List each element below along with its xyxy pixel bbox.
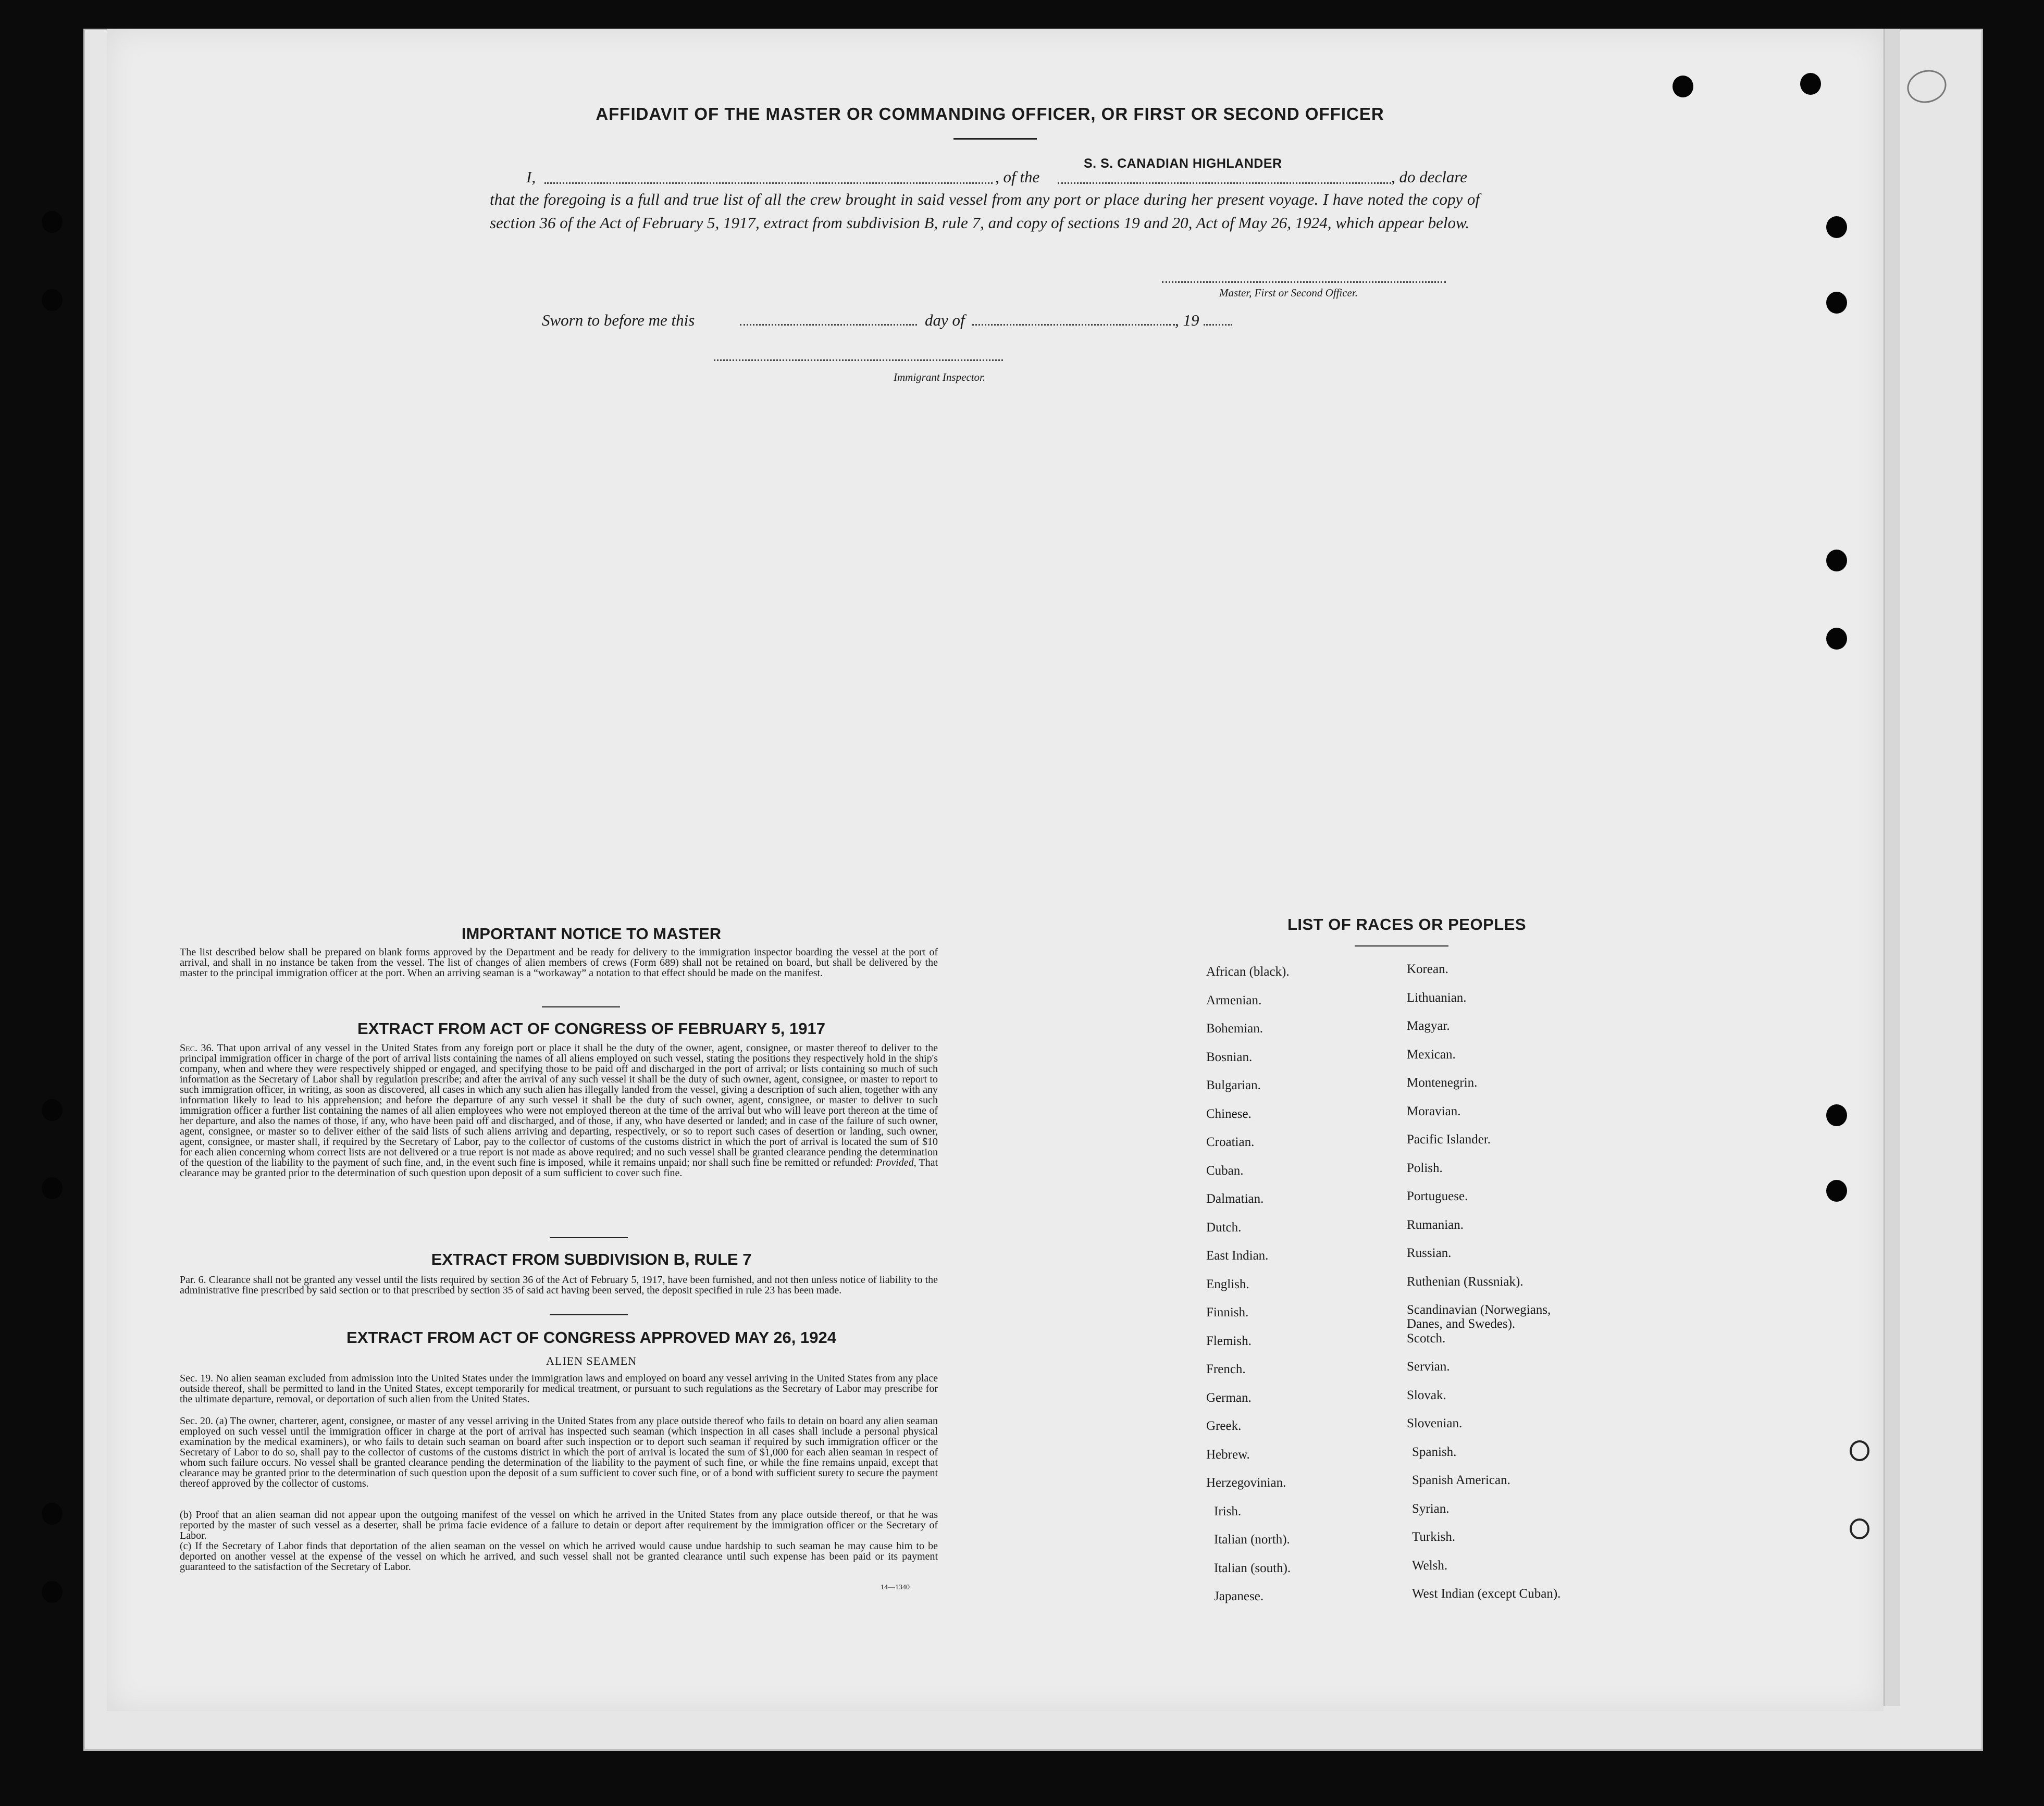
divider xyxy=(542,1006,620,1007)
race-item: Bosnian. xyxy=(1206,1050,1253,1064)
signature-line[interactable] xyxy=(1162,281,1446,283)
extract-1924-title: EXTRACT FROM ACT OF CONGRESS APPROVED MAY 26, 1924 xyxy=(346,1328,836,1347)
race-item: Cuban. xyxy=(1206,1163,1244,1178)
race-item: Finnish. xyxy=(1206,1305,1249,1319)
binder-hole-open xyxy=(1850,1440,1869,1461)
race-item: Spanish American. xyxy=(1412,1473,1510,1487)
divider xyxy=(550,1237,628,1238)
alien-seamen-subtitle: ALIEN SEAMEN xyxy=(546,1354,637,1367)
affidavit-title: AFFIDAVIT OF THE MASTER OR COMMANDING OFFICER, OR FIRST OR SECOND OFFICER xyxy=(596,104,1384,123)
race-item: Rumanian. xyxy=(1407,1217,1464,1232)
day-of-label: day of xyxy=(925,311,965,329)
race-item: Hebrew. xyxy=(1206,1447,1250,1462)
form-number: 14—1340 xyxy=(881,1584,910,1591)
race-item: Scotch. xyxy=(1407,1331,1446,1346)
year-label: , 19 xyxy=(1175,311,1199,329)
race-item: Montenegrin. xyxy=(1407,1076,1478,1090)
subdivision-body: Par. 6. Clearance shall not be granted any vessel until the lists required by section 36 of the Act of February 5, 1917, have been furnished, and not then unless notice of liability to the administrative fine prescribed by said section or to that prescribed by section 35 of said act having been served, the deposit specified in rule 23 has been made. xyxy=(180,1274,938,1296)
race-item: East Indian. xyxy=(1206,1249,1269,1263)
subdivision-title: EXTRACT FROM SUBDIVISION B, RULE 7 xyxy=(431,1250,752,1268)
race-item: Magyar. xyxy=(1407,1019,1450,1033)
race-item: Russian. xyxy=(1407,1246,1452,1260)
page-edge xyxy=(1884,29,1900,1706)
race-item: Pacific Islander. xyxy=(1407,1132,1491,1147)
sec20b-text: (b) Proof that an alien seaman did not appear upon the outgoing manifest of the vessel on which he arrived in the United States from any place outside thereof, or that he was reported by the master of such vessel as a deserter, shall be prima facie evidence of a failure to detain or deport after requirement by the immigration officer or the Secretary of Labor. xyxy=(180,1509,938,1541)
sec20a-text: Sec. 20. (a) The owner, charterer, agent, consignee, or master of any vessel arriving in the United States from any place outside thereof who fails to detain on board any alien seaman employed on such vessel until the immigration officer in charge at the port of arrival has inspected such seaman (which inspection in all cases shall include a personal physical examination by the medical examiners), or who fails to detain such seaman on board after such inspection or to deport such seaman if required by such immigration officer or the Secretary of Labor to do so, shall pay to the collector of customs of the customs district in which the port of arrival is located the sum of $1,000 for each alien seaman in respect of whom such failure occurs. No vessel shall be granted clearance pending the determination of the liability to the payment of such fine, or while the fine remains unpaid, except that clearance may be granted prior to the determination of such question upon the deposit of a sum sufficient to cover such fine, or of a bond with sufficient surety to secure the payment thereof approved by the collector of customs. xyxy=(180,1415,938,1489)
race-item: Mexican. xyxy=(1407,1047,1456,1062)
race-item: Welsh. xyxy=(1412,1558,1448,1573)
divider xyxy=(550,1314,628,1315)
extract-1917-title: EXTRACT FROM ACT OF CONGRESS OF FEBRUARY 5, 1917 xyxy=(357,1019,825,1038)
binder-hole xyxy=(42,289,63,311)
binder-hole xyxy=(42,1503,63,1525)
binder-hole xyxy=(1673,76,1693,97)
race-item: Spanish. xyxy=(1412,1444,1457,1459)
race-item: Dutch. xyxy=(1206,1220,1242,1235)
race-item: Italian (south). xyxy=(1214,1561,1291,1575)
race-item: Syrian. xyxy=(1412,1501,1450,1516)
binder-hole xyxy=(1826,1104,1847,1126)
ship-name-field[interactable] xyxy=(1058,182,1391,184)
sec36-text: That upon arrival of any vessel in the United States from any foreign port or place it shall be the duty of the owner, agent, consignee, or master thereof to deliver to the principal immigration officer in charge of the port of arrival lists containing the names of all aliens employed on such vessel, stating the positions they respectively hold in the ship's company, when and where they were respectively shipped or engaged, and specifying those to be paid off and discharged in the port of arrival; or lists containing so much of such information as the Secretary of Labor shall by regulation prescribe; and after the arrival of any such vessel it shall be the duty of such owner, agent, consignee, or master to report to such immigration officer, in writing, as soon as discovered, all cases in which any such alien has illegally landed from the vessel, giving a description of such alien, together with any information likely to lead to his apprehension; and before the departure of any such vessel it shall be the duty of such owner, agent, consignee, or master to deliver to such immigration officer a further list containing the names of all alien employees who were not employed thereon at the time of the arrival but who will leave port thereon at the time of her departure, and also the names of those, if any, who have been paid off and discharged, and of those, if any, who have deserted or landed; and in case of the failure of such owner, agent, consignee, or master so to deliver either of the said lists of such aliens arriving and departing, respectively, or so to report such cases of desertion or landing, such owner, agent, consignee, or master shall, if required by the Secretary of Labor, pay to the collector of customs of the customs district in which the port of arrival is located the sum of $10 for each alien concerning whom correct lists are not delivered or a true report is not made as above required; and no such vessel shall be granted clearance pending the determination of the question of the liability to the payment of such fine, and, in the event such fine is imposed, while it remains unpaid; nor shall such fine be remitted or refunded: xyxy=(180,1042,938,1168)
proviso-label: Provided, xyxy=(876,1157,916,1168)
race-item: Armenian. xyxy=(1206,993,1262,1007)
race-item: Italian (north). xyxy=(1214,1533,1290,1547)
race-item: Slovak. xyxy=(1407,1388,1446,1402)
notice-body: The list described below shall be prepared on blank forms approved by the Department and be ready for delivery to the immigration inspector boarding the vessel at the port of arrival, and shall in no instance be taken from the vessel. The list of changes of alien members of crews (Form 689) shall not be retained on board, but shall be delivered by the master to the principal immigration officer at the port. When an arriving seaman is a “workaway” a notation to that effect should be made on the manifest. xyxy=(180,946,938,979)
sec36-label: Sec. 36. xyxy=(180,1042,214,1054)
race-item: Chinese. xyxy=(1206,1106,1252,1121)
race-item: French. xyxy=(1206,1362,1246,1376)
race-item: Croatian. xyxy=(1206,1135,1255,1149)
title-rule xyxy=(953,138,1037,140)
signature-label: Master, First or Second Officer. xyxy=(1219,287,1358,299)
binder-hole xyxy=(1826,1180,1847,1202)
race-item: Japanese. xyxy=(1214,1589,1264,1603)
affidavit-statement: that the foregoing is a full and true list of all the crew brought in said vessel from any port or place during her present voyage. I have noted the copy of section 36 of the Act of February 5, 1917, extract from subdivision B, rule 7, and copy of sections 19 and 20, Act of May 26, 1924, which appear below. xyxy=(490,190,1480,232)
sworn-month-field[interactable] xyxy=(972,324,1175,326)
race-item: Polish. xyxy=(1407,1161,1443,1175)
binder-hole xyxy=(1826,550,1847,571)
binder-hole xyxy=(42,211,63,233)
race-item: German. xyxy=(1206,1390,1252,1405)
race-item: Herzegovinian. xyxy=(1206,1476,1286,1490)
binder-hole xyxy=(1826,216,1847,238)
race-item: English. xyxy=(1206,1277,1249,1291)
binder-hole xyxy=(1826,628,1847,650)
of-the-label: , of the xyxy=(995,168,1040,186)
sworn-day-field[interactable] xyxy=(740,324,917,326)
inspector-label: Immigrant Inspector. xyxy=(894,371,986,383)
race-item: Servian. xyxy=(1407,1360,1450,1374)
extract-1917-body xyxy=(180,1043,938,1178)
sworn-year-field[interactable] xyxy=(1204,324,1232,326)
races-title: LIST OF RACES OR PEOPLES xyxy=(1287,915,1527,933)
races-title-rule xyxy=(1355,945,1448,946)
notice-title: IMPORTANT NOTICE TO MASTER xyxy=(461,925,722,943)
race-item: African (black). xyxy=(1206,965,1290,979)
race-item: Flemish. xyxy=(1206,1334,1252,1348)
binder-hole xyxy=(42,1099,63,1121)
race-item: Ruthenian (Russniak). xyxy=(1407,1274,1523,1289)
race-item: Greek. xyxy=(1206,1419,1242,1433)
master-name-field[interactable] xyxy=(544,182,993,184)
race-item: Slovenian. xyxy=(1407,1416,1463,1430)
binder-hole xyxy=(1800,73,1821,95)
race-item: West Indian (except Cuban). xyxy=(1412,1587,1561,1601)
do-declare-label: , do declare xyxy=(1391,168,1468,186)
affidavit-i-label: I, xyxy=(526,168,536,186)
proviso-text: That clearance may be granted prior to the determination of such question upon deposit of a sum sufficient to cover such fine. xyxy=(180,1157,938,1179)
sec19-text: Sec. 19. No alien seaman excluded from admission into the United States under the immigration laws and employed on board any vessel arriving in the United States from any place outside thereof, shall be permitted to land in the United States, except temporarily for medical treatment, or pursuant to such regulations as the Secretary of Labor may prescribe for the ultimate departure, removal, or deportation of such alien from the United States. xyxy=(180,1373,938,1405)
race-item: Bohemian. xyxy=(1206,1022,1263,1036)
race-item: Scandinavian (Norwegians, Danes, and Swedes). xyxy=(1407,1303,1551,1331)
race-item: Portuguese. xyxy=(1407,1189,1468,1203)
race-item: Moravian. xyxy=(1407,1104,1461,1118)
race-item: Lithuanian. xyxy=(1407,990,1467,1005)
binder-hole-open xyxy=(1850,1518,1869,1539)
binder-hole xyxy=(42,1177,63,1199)
sworn-label: Sworn to before me this xyxy=(542,311,695,329)
inspector-signature-line[interactable] xyxy=(714,359,1003,361)
race-item: Bulgarian. xyxy=(1206,1078,1261,1092)
race-item: Dalmatian. xyxy=(1206,1192,1264,1206)
binder-hole xyxy=(1826,292,1847,314)
race-item: Korean. xyxy=(1407,962,1448,976)
sec20c-text: (c) If the Secretary of Labor finds that deportation of the alien seaman on the vessel on which he arrived would cause undue hardship to such seaman he may cause him to be deported on another vessel at the expense of the vessel on which he arrived, and such vessel shall not be granted clearance until such expense has been paid or its payment guaranteed to the satisfaction of the Secretary of Labor. xyxy=(180,1540,938,1573)
binder-hole xyxy=(42,1581,63,1603)
ship-name: S. S. CANADIAN HIGHLANDER xyxy=(1084,156,1282,171)
race-item: Irish. xyxy=(1214,1504,1242,1518)
race-item: Turkish. xyxy=(1412,1530,1456,1544)
